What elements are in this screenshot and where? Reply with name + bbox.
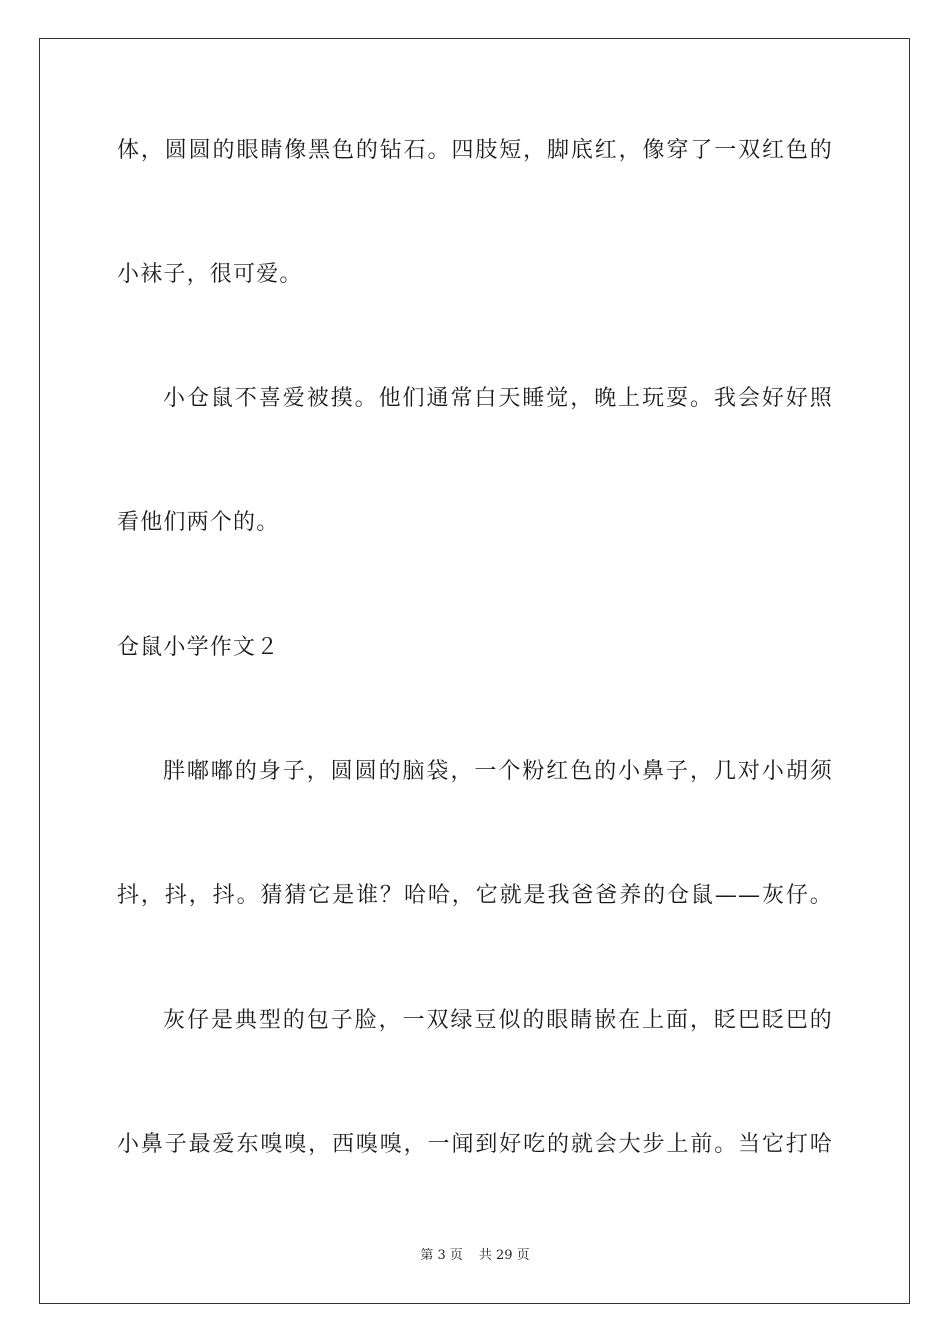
page-number: 第 3 页 [420,1248,463,1263]
paragraph-start-line: 小仓鼠不喜爱被摸。他们通常白天睡觉，晚上玩耍。我会好好照 [163,386,833,411]
text-line: 抖，抖，抖。猜猜它是谁？哈哈，它就是我爸爸养的仓鼠——灰仔。 [117,883,833,908]
text-line: 看他们两个的。 [117,510,280,535]
page-total: 共 29 页 [478,1248,530,1263]
paragraph-start-line: 胖嘟嘟的身子，圆圆的脑袋，一个粉红色的小鼻子，几对小胡须 [163,759,833,784]
text-line: 小袜子，很可爱。 [117,262,303,287]
page-border [39,38,910,1304]
text-line: 小鼻子最爱东嗅嗅，西嗅嗅，一闻到好吃的就会大步上前。当它打哈 [117,1132,833,1157]
section-heading: 仓鼠小学作文２ [117,635,280,660]
page-footer [0,1247,950,1265]
paragraph-start-line: 灰仔是典型的包子脸，一双绿豆似的眼睛嵌在上面，眨巴眨巴的 [163,1008,833,1033]
text-line: 体，圆圆的眼睛像黑色的钻石。四肢短，脚底红，像穿了一双红色的 [117,138,833,163]
